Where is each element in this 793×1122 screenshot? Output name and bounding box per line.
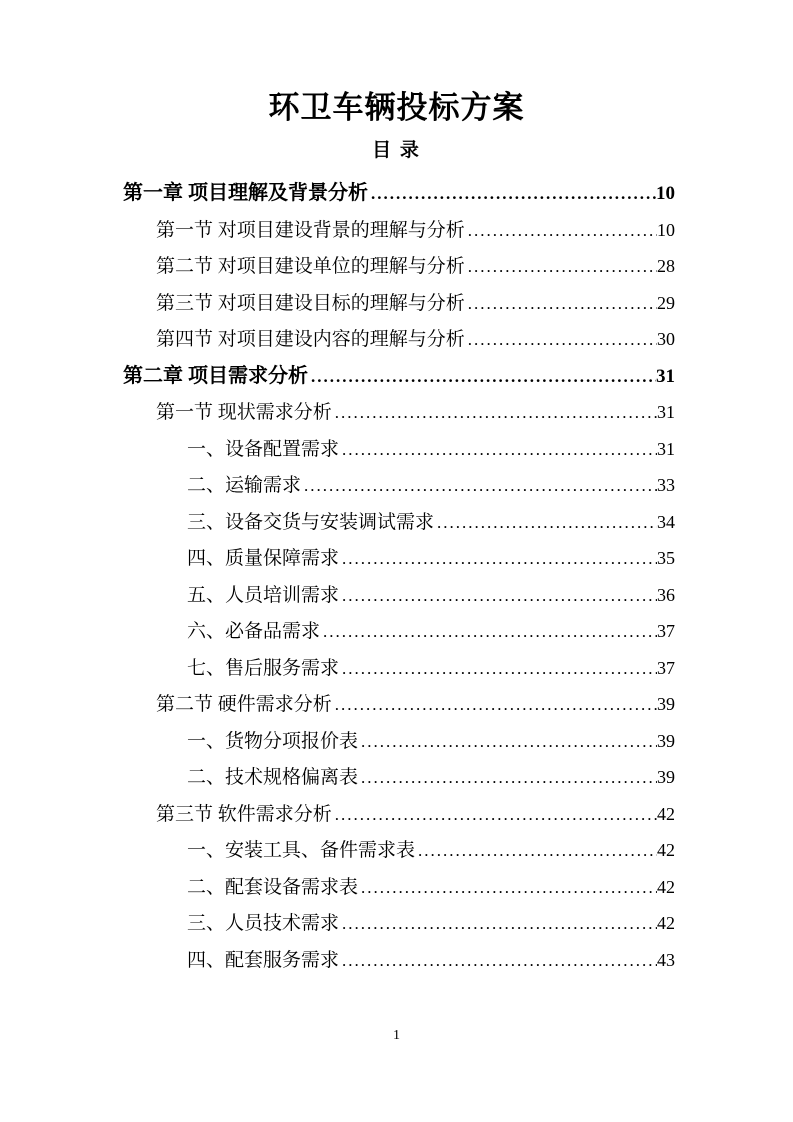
toc-dot-leader [342,578,657,615]
toc-entry [123,686,675,723]
toc-entry-label: 第一节 现状需求分析 [156,402,332,423]
toc-entry [123,248,675,285]
toc-page-number: 42 [657,876,675,897]
toc-page-number: 31 [656,365,675,387]
toc-entry-label: 四、质量保障需求 [187,548,340,569]
toc-heading: 目 录 [372,140,421,161]
toc-entry [123,759,675,796]
toc-entry [123,650,675,687]
toc-entry-label: 第二节 硬件需求分析 [156,694,332,715]
toc-entry [123,175,675,212]
document-title: 环卫车辆投标方案 [268,90,525,125]
toc-dot-leader [335,797,657,834]
toc-entry [123,869,675,906]
toc-entry [123,431,675,468]
toc-entry-label: 第二章 项目需求分析 [123,364,308,387]
toc-entry-label: 第四节 对项目建设内容的理解与分析 [156,329,465,350]
toc-page-number: 36 [657,584,675,605]
toc-dot-leader [342,651,657,688]
toc-entry [123,321,675,358]
toc-dot-leader [342,541,657,578]
toc-entry-label: 三、设备交货与安装调试需求 [187,511,435,533]
toc-entry [123,467,675,504]
toc-entry-label: 一、设备配置需求 [187,438,340,460]
toc-entry [123,942,675,979]
toc-dot-leader [323,614,657,651]
toc-page-number: 42 [657,803,675,824]
toc-page-number: 37 [657,621,675,641]
toc-entry-label: 二、技术规格偏离表 [187,767,359,788]
toc-entry-label: 第三节 软件需求分析 [156,803,332,825]
toc-page-number: 31 [657,402,675,422]
toc-entry-label: 二、运输需求 [187,475,302,496]
toc-entry-label: 第三节 对项目建设目标的理解与分析 [156,292,465,314]
toc-dot-leader [361,760,657,797]
toc-page-number: 10 [656,183,675,204]
toc-dot-leader [311,359,656,396]
toc-dot-leader [335,687,657,724]
toc-entry [123,577,675,614]
toc-list [0,175,793,978]
toc-dot-leader [361,870,657,907]
toc-page-number: 35 [657,548,675,568]
toc-dot-leader [371,176,656,213]
toc-entry-label: 二、配套设备需求表 [187,876,359,898]
toc-entry [123,540,675,577]
toc-dot-leader [468,322,657,359]
footer-page-number: 1 [393,1028,400,1043]
toc-entry [123,796,675,833]
toc-entry-label: 一、安装工具、备件需求表 [187,840,416,861]
toc-dot-leader [342,906,657,943]
toc-entry-label: 五、人员培训需求 [187,584,340,606]
toc-entry [123,212,675,249]
toc-entry-label: 七、售后服务需求 [187,657,340,679]
toc-page-number: 42 [657,913,675,933]
toc-entry-label: 第一章 项目理解及背景分析 [123,182,368,204]
toc-dot-leader [468,213,657,250]
toc-dot-leader [437,505,657,542]
toc-entry-label: 一、货物分项报价表 [187,730,359,752]
toc-entry [123,358,675,395]
toc-page-number: 31 [657,438,675,459]
toc-page-number: 10 [657,219,675,240]
toc-dot-leader [468,286,657,323]
toc-dot-leader [342,943,657,980]
toc-dot-leader [304,468,657,505]
toc-entry [123,723,675,760]
toc-page-number: 34 [657,511,675,532]
toc-page-number: 37 [657,657,675,678]
toc-entry-label: 四、配套服务需求 [187,949,340,971]
toc-page-number: 39 [657,730,675,751]
toc-entry [123,832,675,869]
toc-dot-leader [342,432,657,469]
toc-entry-label: 三、人员技术需求 [187,913,340,934]
toc-page-number: 29 [657,292,675,313]
toc-entry [123,394,675,431]
toc-entry [123,613,675,650]
toc-entry [123,905,675,942]
toc-page-number: 43 [657,949,675,970]
toc-page-number: 39 [657,694,675,714]
toc-entry-label: 第二节 对项目建设单位的理解与分析 [156,256,465,277]
toc-page-number: 39 [657,767,675,787]
toc-page-number: 33 [657,475,675,495]
toc-page-number: 42 [657,840,675,860]
toc-dot-leader [418,833,657,870]
toc-dot-leader [361,724,657,761]
toc-dot-leader [335,395,657,432]
toc-entry-label: 第一节 对项目建设背景的理解与分析 [156,219,465,241]
toc-dot-leader [468,249,657,286]
toc-page-number: 30 [657,329,675,349]
toc-entry [123,504,675,541]
toc-entry [123,285,675,322]
toc-page-number: 28 [657,256,675,276]
toc-entry-label: 六、必备品需求 [187,621,321,642]
